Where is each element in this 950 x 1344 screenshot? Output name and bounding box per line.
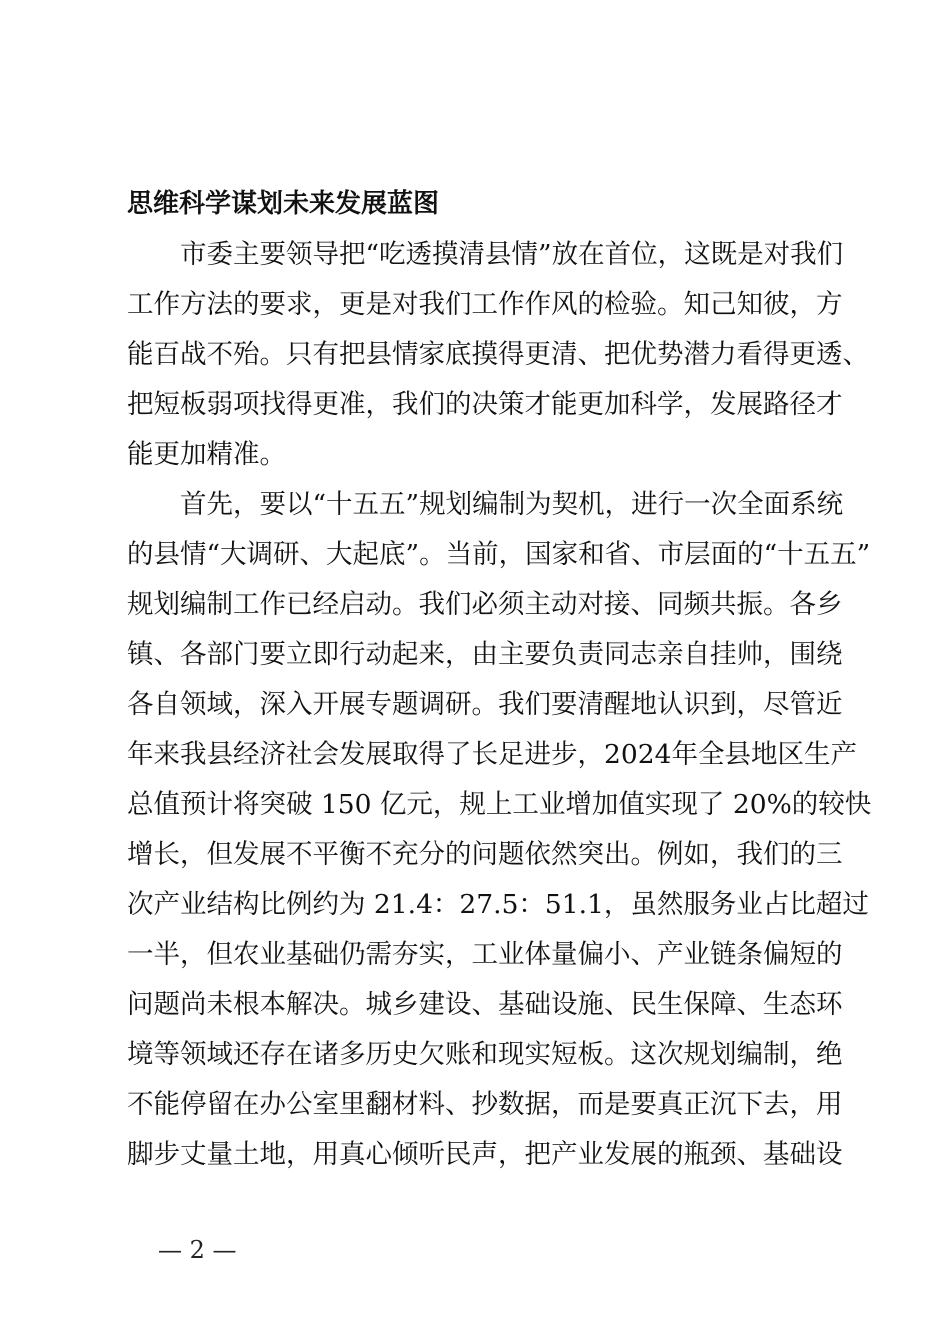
paragraph-line: 能更加精准。 — [127, 439, 286, 470]
paragraph-1 — [127, 230, 869, 480]
paragraph-line: 增长，但发展不平衡不充分的问题依然突出。例如，我们的三 — [127, 839, 843, 870]
paragraph-2 — [127, 480, 872, 1180]
paragraph-line: 各自领域，深入开展专题调研。我们要清醒地认识到，尽管近 — [127, 689, 843, 720]
paragraph-line: 能百战不殆。只有把县情家底摸得更清、把优势潜力看得更透、 — [127, 339, 869, 370]
paragraph-line: 工作方法的要求，更是对我们工作作风的检验。知己知彼，方 — [127, 289, 843, 320]
paragraph-line: 脚步丈量土地，用真心倾听民声，把产业发展的瓶颈、基础设 — [127, 1139, 843, 1170]
paragraph-line: 镇、各部门要立即行动起来，由主要负责同志亲自挂帅，围绕 — [127, 639, 843, 670]
paragraph-line: 市委主要领导把“吃透摸清县情”放在首位，这既是对我们 — [180, 239, 844, 270]
paragraph-line: 的县情“大调研、大起底”。当前，国家和省、市层面的“十五五” — [127, 539, 871, 570]
paragraph-line: 总值预计将突破 150 亿元，规上工业增加值实现了 20%的较快 — [127, 789, 872, 820]
paragraph-line: 一半，但农业基础仍需夯实，工业体量偏小、产业链条偏短的 — [127, 939, 843, 970]
paragraph-line: 问题尚未根本解决。城乡建设、基础设施、民生保障、生态环 — [127, 989, 843, 1020]
section-heading: 思维科学谋划未来发展蓝图 — [127, 189, 440, 219]
paragraph-line: 次产业结构比例约为 21.4：27.5：51.1，虽然服务业占比超过 — [127, 889, 869, 920]
paragraph-line: 年来我县经济社会发展取得了长足进步，2024年全县地区生产 — [127, 739, 857, 770]
page-number: — 2 — — [158, 1236, 237, 1264]
paragraph-line: 境等领域还存在诸多历史欠账和现实短板。这次规划编制，绝 — [127, 1039, 843, 1070]
paragraph-line: 首先，要以“十五五”规划编制为契机，进行一次全面系统 — [180, 489, 844, 520]
paragraph-line: 把短板弱项找得更准，我们的决策才能更加科学，发展路径才 — [127, 389, 843, 420]
paragraph-line: 规划编制工作已经启动。我们必须主动对接、同频共振。各乡 — [127, 589, 843, 620]
paragraph-line: 不能停留在办公室里翻材料、抄数据，而是要真正沉下去，用 — [127, 1089, 843, 1120]
